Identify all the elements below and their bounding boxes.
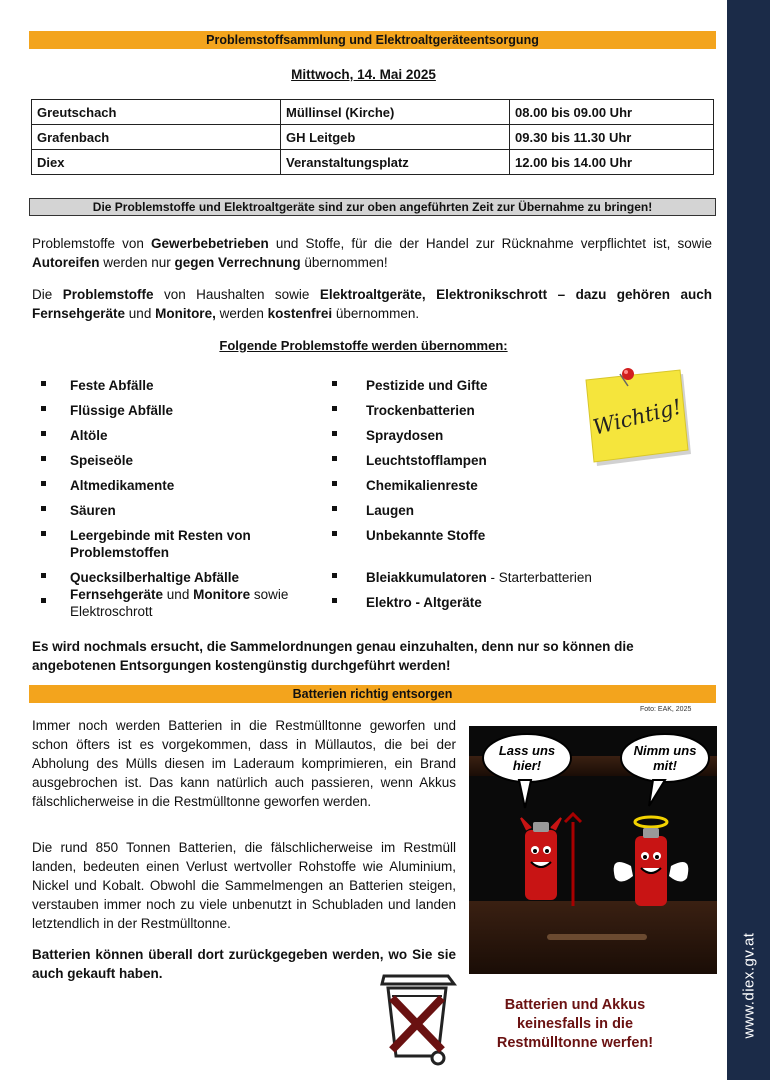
list-item: Fernsehgeräte und Monitore sowie Elektroschrott [70,587,289,619]
list-item: Flüssige Abfälle [70,403,174,418]
sticky-note-icon [580,362,695,472]
list-item: Trockenbatterien [366,403,475,418]
bullet [332,406,337,411]
commercial-paragraph: Problemstoffe von Gewerbebetrieben und Stoffe, für die der Handel zur Rücknahme verpflichtet ist, sowie Autoreifen werden nur gegen Verrechnung übernommen! [32,236,712,270]
sidebar-url[interactable]: www.diex.gv.at [740,932,757,1038]
table-row [32,150,714,175]
list-item: Altöle [70,428,108,443]
bullet [41,506,46,511]
battery-paragraph-1: Immer noch werden Batterien in die Restmülltonne geworfen und schon öfters ist es vorgekommen, dass in Müllautos, die bei der Abholung des Mülls diesen im Laderaum komprimieren, ein Brand ausgebrochen ist. Das kann natürlich auch passieren, wenn Akkus fälschlicherweise in die Restmülltonne geworfen werden. [32,718,456,809]
bullet [41,573,46,578]
list-item: Leuchtstofflampen [366,453,487,468]
schedule-location: Müllinsel (Kirche) [281,100,510,125]
bullet [332,456,337,461]
crossed-out-bin-icon [378,968,460,1068]
delivery-notice: Die Problemstoffe und Elektroaltgeräte sind zur oben angeführten Zeit zur Übernahme zu bringen! [29,198,716,216]
list-item: Säuren [70,503,116,518]
list-item: Elektro - Altgeräte [366,595,482,610]
bullet [332,573,337,578]
schedule-table [31,99,714,175]
list-item: Leergebinde mit Resten von Problemstoffen [70,528,251,560]
bullet [332,381,337,386]
sidebar-url-wrap [727,930,770,1040]
battery-mascots-photo [469,726,717,974]
list-item: Spraydosen [366,428,444,443]
bullet [332,531,337,536]
list-item: Quecksilberhaltige Abfälle [70,570,240,585]
svg-text:hier!: hier! [512,758,542,773]
svg-text:mit!: mit! [653,758,677,773]
bullet [332,598,337,603]
list-item: Laugen [366,503,415,518]
table-row [32,100,714,125]
bullet [41,381,46,386]
list-item: Speiseöle [70,453,134,468]
accepted-heading: Folgende Problemstoffe werden übernommen: [219,338,508,353]
battery-paragraph-3: Batterien können überall dort zurückgegeben werden, wo Sie sie auch gekauft haben. [32,947,456,981]
photo-credit: Foto: EAK, 2025 [640,706,692,713]
bullet [41,431,46,436]
devil-battery-icon [521,814,581,906]
list-item: Bleiakkumulatoren - Starterbatterien [366,570,592,585]
schedule-place: Grafenbach [32,125,281,150]
battery-paragraph-2: Die rund 850 Tonnen Batterien, die fälschlicherweise im Restmüll landen, bedeuten einen Verlust wertvoller Rohstoffe wie Aluminium, Nickel und Kobalt. Obwohl die Sammelmengen an Batterien steigen, verstauben immer noch zu viele unbenutzt in Schubladen und landen letztendlich in der Restmülltonne. [32,840,456,931]
svg-text:Lass uns: Lass uns [498,743,556,758]
bullet [41,598,46,603]
list-item: Unbekannte Stoffe [366,528,486,543]
table-row [32,125,714,150]
bullet [41,456,46,461]
svg-text:Nimm uns: Nimm uns [633,743,697,758]
schedule-time: 12.00 bis 14.00 Uhr [510,150,714,175]
header-bar: Problemstoffsammlung und Elektroaltgeräteentsorgung [29,31,716,49]
bullet [41,406,46,411]
bullet [41,481,46,486]
battery-section-bar: Batterien richtig entsorgen [29,685,716,703]
bullet [332,506,337,511]
collection-date: Mittwoch, 14. Mai 2025 [291,67,436,82]
schedule-place: Greutschach [32,100,281,125]
schedule-time: 08.00 bis 09.00 Uhr [510,100,714,125]
list-item: Feste Abfälle [70,378,154,393]
sidebar-stripe [727,0,770,1080]
sticky-note-text: Wichtig! [590,394,684,440]
list-item: Pestizide und Gifte [366,378,488,393]
bullet [332,431,337,436]
battery-caption: Batterien und Akkus keinesfalls in die Restmülltonne werfen! [496,997,654,1051]
bullet [41,531,46,536]
list-item: Altmedikamente [70,478,175,493]
schedule-time: 09.30 bis 11.30 Uhr [510,125,714,150]
warning-text: Es wird nochmals ersucht, die Sammelordnungen genau einzuhalten, denn nur so können die angebotenen Entsorgungen kostengünstig durchgeführt werden! [32,639,634,673]
household-paragraph: Die Problemstoffe von Haushalten sowie Elektroaltgeräte, Elektronikschrott – dazu gehören auch Fernsehgeräte und Monitore, werden kostenfrei übernommen. [32,287,712,321]
schedule-location: Veranstaltungsplatz [281,150,510,175]
list-item: Chemikalienreste [366,478,478,493]
schedule-place: Diex [32,150,281,175]
schedule-location: GH Leitgeb [281,125,510,150]
bullet [332,481,337,486]
